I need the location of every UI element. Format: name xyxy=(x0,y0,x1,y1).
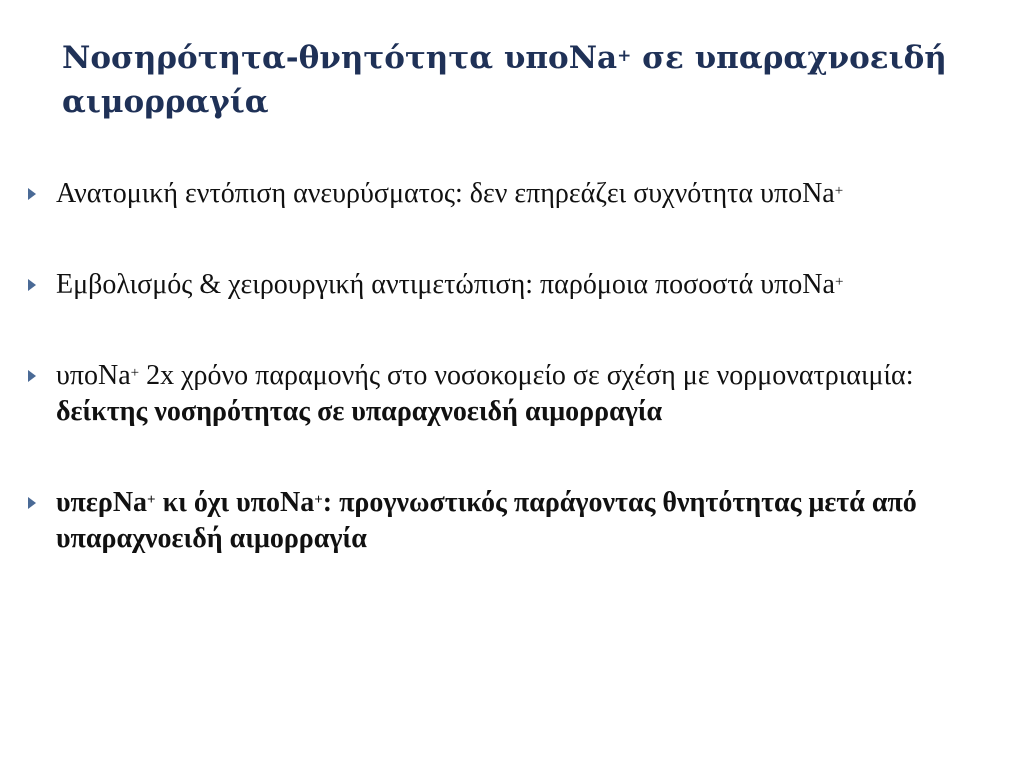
bullet-item-anatomy xyxy=(28,176,988,212)
triangle-bullet-icon xyxy=(28,279,36,291)
bullet-text-lead: υποNa xyxy=(56,360,131,391)
title-text-part2: σε υπαραχνοειδή αιμορραγία xyxy=(62,40,947,120)
bullet-superscript-1: + xyxy=(147,492,156,508)
title-superscript: + xyxy=(617,46,632,66)
slide-title xyxy=(62,36,982,124)
bullet-text-main: 2x χρόνο παραμονής στο νοσοκομείο σε σχέση με νορμονατριαιμία: xyxy=(139,360,914,391)
bullet-text-part3: : προγνωστικός παράγοντας θνητότητας μετά από υπαραχνοειδή αιμορραγία xyxy=(56,487,917,554)
bullet-text xyxy=(56,360,914,427)
bullet-superscript: + xyxy=(834,183,844,199)
bullet-list xyxy=(28,176,988,557)
bullet-text-part2: κι όχι υποNa xyxy=(155,487,315,518)
title-text-part1: Νοσηρότητα-θνητότητα υποNa xyxy=(62,40,618,76)
bullet-text xyxy=(56,178,843,209)
bullet-superscript: + xyxy=(834,274,844,290)
bullet-item-treatment xyxy=(28,267,988,303)
bullet-text-main: Εμβολισμός & χειρουργική αντιμετώπιση: παρόμοια ποσοστά υποNa xyxy=(56,269,835,300)
bullet-text-part1: υπερNa xyxy=(56,487,148,518)
bullet-text xyxy=(56,269,843,300)
triangle-bullet-icon xyxy=(28,370,36,382)
bullet-item-prognosis xyxy=(28,485,988,557)
triangle-bullet-icon xyxy=(28,497,36,509)
triangle-bullet-icon xyxy=(28,188,36,200)
bullet-superscript: + xyxy=(130,365,140,381)
bullet-superscript-2: + xyxy=(314,492,323,508)
bullet-text-bold: δείκτης νοσηρότητας σε υπαραχνοειδή αιμορραγία xyxy=(56,396,663,427)
bullet-text xyxy=(56,487,917,554)
bullet-text-main: Ανατομική εντόπιση ανευρύσματος: δεν επηρεάζει συχνότητα υποNa xyxy=(56,178,835,209)
bullet-item-hospital-stay xyxy=(28,358,988,430)
